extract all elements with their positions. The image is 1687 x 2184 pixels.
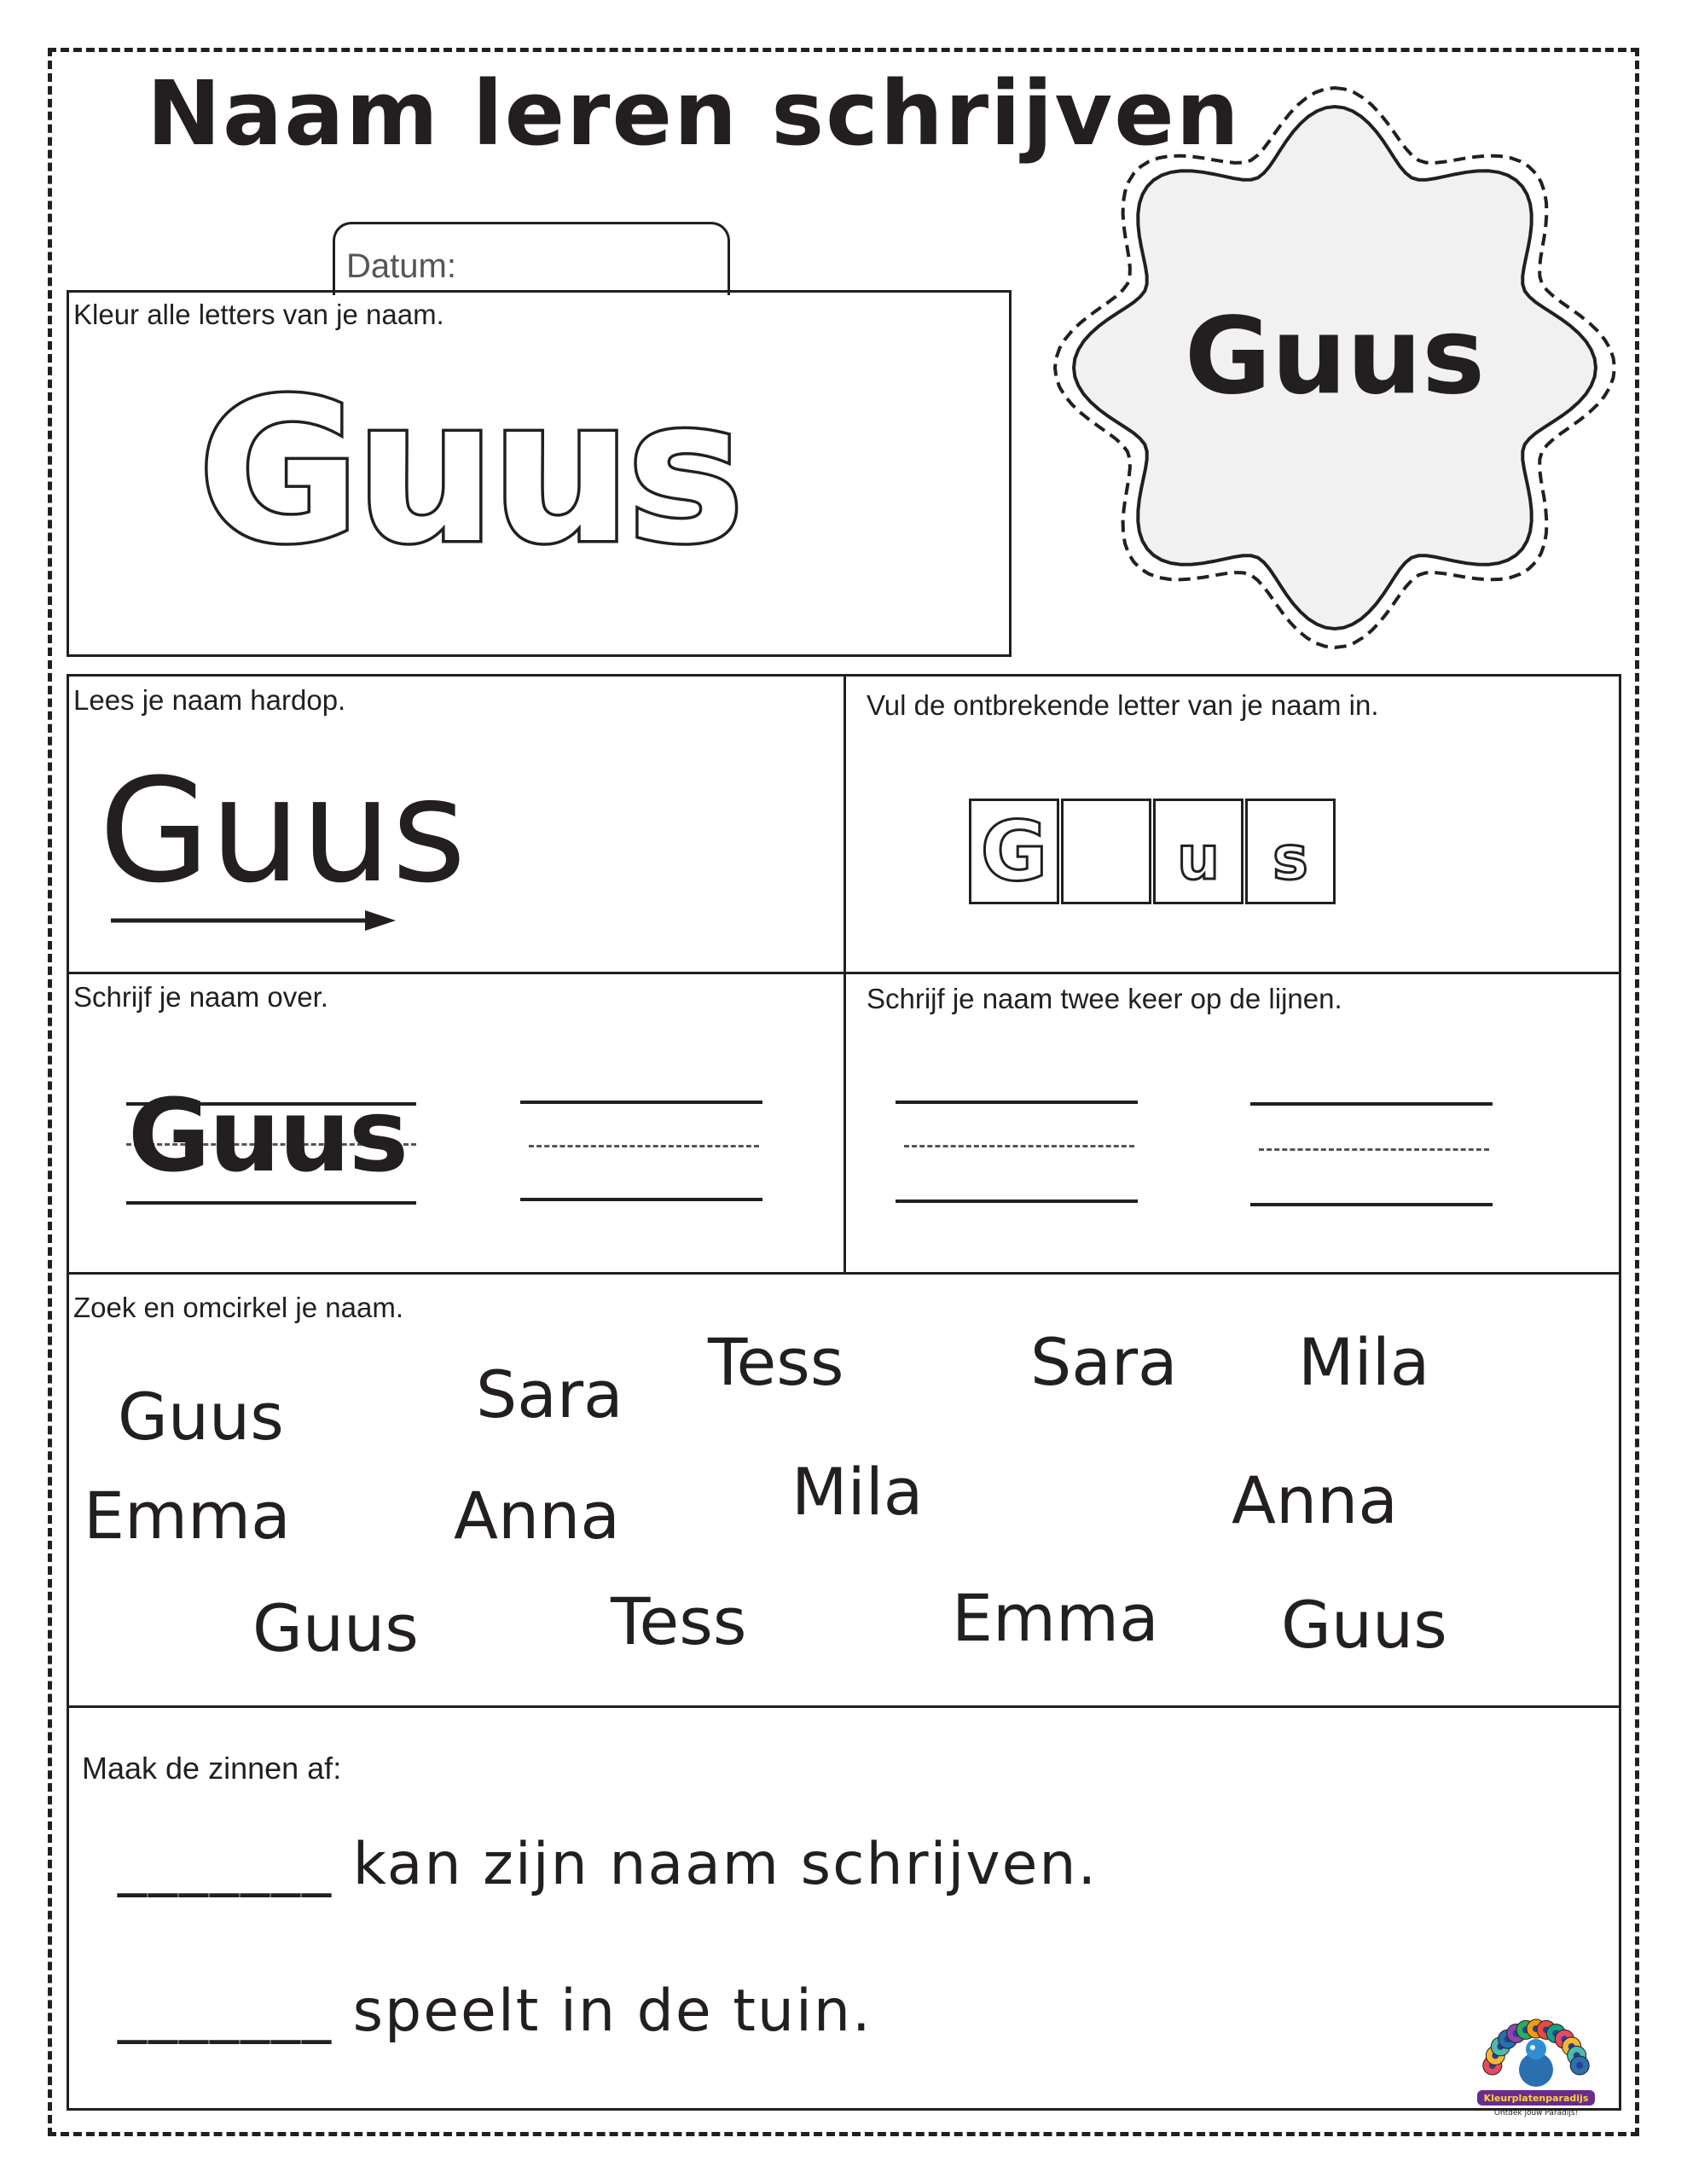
reading-arrow-icon [109,908,399,933]
trace-instruction: Schrijf je naam over. [73,981,328,1013]
logo-text: Kleurplatenparadijs [1483,2093,1589,2104]
letter-3: u [1177,823,1220,893]
letter-box-3 [1153,799,1244,904]
search-name-2[interactable]: Sara [476,1356,623,1432]
letter-boxes [969,799,1336,904]
letter-box-2-empty[interactable] [1061,799,1151,904]
page-title: Naam leren schrijven [147,61,1241,166]
search-name-6[interactable]: Emma [84,1478,291,1554]
search-name-7[interactable]: Anna [454,1478,620,1554]
write-section [844,972,1621,1275]
search-name-3[interactable]: Tess [708,1324,844,1400]
search-name-11[interactable]: Tess [611,1583,747,1659]
trace-write-line-top[interactable] [520,1101,762,1104]
write-line-2-top[interactable] [1250,1102,1493,1106]
letter-1: G [980,804,1048,899]
letter-box-1 [969,799,1059,904]
read-instruction: Lees je naam hardop. [73,684,346,716]
complete-instruction: Maak de zinnen af: [82,1751,342,1786]
search-name-1[interactable]: Guus [118,1379,284,1455]
search-name-5[interactable]: Mila [1298,1324,1430,1400]
search-name-13[interactable]: Guus [1281,1587,1447,1663]
search-instruction: Zoek en omcirkel je naam. [73,1292,403,1323]
letter-4: s [1272,823,1308,893]
letter-box-4 [1245,799,1336,904]
search-name-4[interactable]: Sara [1030,1324,1178,1400]
search-name-12[interactable]: Emma [952,1580,1159,1656]
outline-name[interactable]: Guus [198,357,739,587]
name-badge [1049,82,1620,653]
write-line-1-top[interactable] [896,1101,1138,1104]
search-name-9[interactable]: Anna [1232,1462,1398,1538]
read-name: Guus [99,747,467,915]
logo-feather-eye [1576,2062,1583,2069]
peacock-logo-icon [1474,1995,1598,2119]
trace-write-line-bottom[interactable] [520,1198,762,1201]
trace-write-line-mid[interactable] [529,1145,759,1147]
trace-name[interactable]: Guus [128,1077,408,1194]
color-instruction: Kleur alle letters van je naam. [73,299,444,330]
write-line-1-mid[interactable] [904,1145,1134,1147]
search-name-8[interactable]: Mila [791,1454,924,1530]
write-line-2-mid[interactable] [1259,1148,1489,1151]
logo-tagline: Ontdek jouw Paradijs! [1493,2109,1579,2117]
sentence-1[interactable]: _______ kan zijn naam schrijven. [118,1831,1099,1898]
missing-instruction: Vul de ontbrekende letter van je naam in. [867,689,1379,721]
write-line-1-bottom[interactable] [896,1199,1138,1203]
search-name-10[interactable]: Guus [252,1590,419,1666]
write-line-2-bottom[interactable] [1250,1203,1493,1206]
write-instruction: Schrijf je naam twee keer op de lijnen. [867,983,1342,1014]
badge-name: Guus [1184,295,1486,418]
trace-line-bottom [126,1201,416,1205]
datum-label: Datum: [346,247,456,285]
sentence-2[interactable]: _______ speelt in de tuin. [118,1978,872,2045]
